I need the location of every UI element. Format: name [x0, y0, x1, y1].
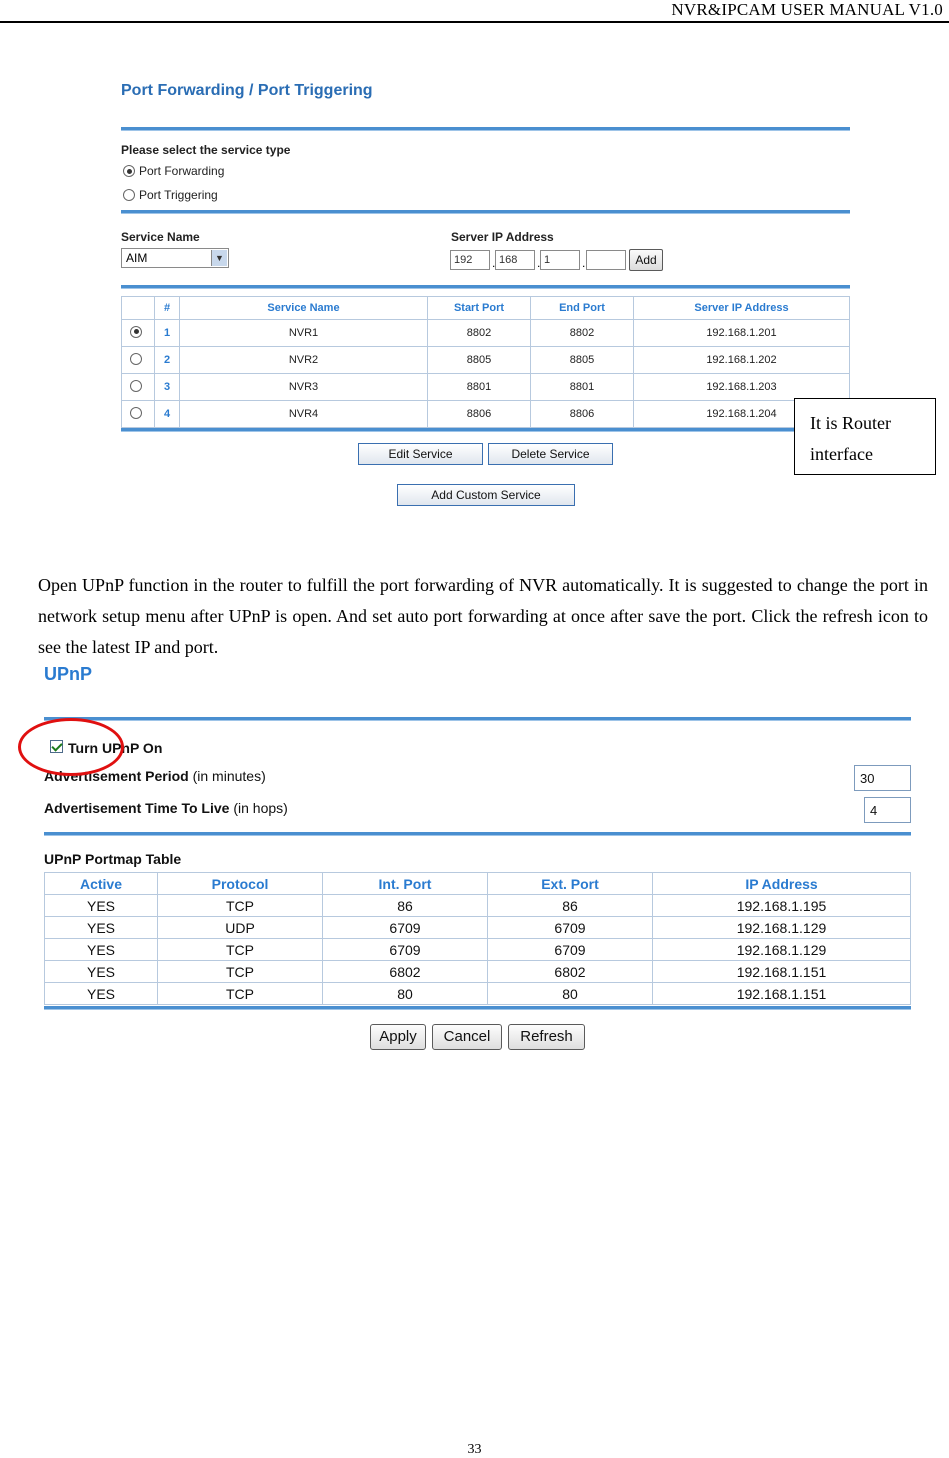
ip-dot: .	[492, 256, 496, 270]
column-header: #	[155, 297, 180, 320]
delete-service-button[interactable]: Delete Service	[488, 443, 613, 465]
table-row[interactable]	[122, 347, 850, 374]
start-port-cell: 8805	[428, 347, 531, 374]
table-row[interactable]	[122, 374, 850, 401]
row-radio-cell[interactable]	[122, 320, 155, 347]
ext-port-cell: 80	[488, 983, 653, 1005]
start-port-cell: 8802	[428, 320, 531, 347]
radio-selected-icon[interactable]	[130, 326, 142, 338]
service-name-cell: NVR3	[180, 374, 428, 401]
turn-upnp-on-text: Turn UPnP On	[68, 740, 163, 756]
radio-port-forwarding-label: Port Forwarding	[139, 164, 225, 178]
ext-port-cell: 6709	[488, 917, 653, 939]
column-header: Server IP Address	[634, 297, 850, 320]
radio-port-forwarding[interactable]	[123, 164, 224, 178]
column-header: Ext. Port	[488, 873, 653, 895]
server-ip-cell: 192.168.1.204	[634, 401, 850, 428]
chevron-down-icon[interactable]: ▼	[211, 250, 227, 266]
callout-line-1: It is Router	[810, 413, 891, 433]
ip-address-cell: 192.168.1.151	[653, 961, 911, 983]
column-header: Start Port	[428, 297, 531, 320]
server-ip-cell: 192.168.1.202	[634, 347, 850, 374]
upnp-title: UPnP	[44, 664, 93, 684]
service-name-select[interactable]	[121, 248, 229, 268]
table-row[interactable]	[122, 320, 850, 347]
port-forwarding-screenshot	[118, 78, 853, 506]
table-row[interactable]	[122, 401, 850, 428]
start-port-cell: 8801	[428, 374, 531, 401]
edit-service-button[interactable]: Edit Service	[358, 443, 483, 465]
protocol-cell: TCP	[158, 961, 323, 983]
ip-octet-2-input[interactable]: 168	[495, 250, 535, 270]
protocol-cell: UDP	[158, 917, 323, 939]
adv-ttl-input[interactable]: 4	[864, 797, 911, 823]
port-forwarding-table	[121, 296, 850, 428]
service-type-label: Please select the service type	[121, 143, 291, 157]
ext-port-cell: 6709	[488, 939, 653, 961]
ip-octet-1-input[interactable]: 192	[450, 250, 490, 270]
table-row	[45, 895, 911, 917]
int-port-cell: 6709	[323, 917, 488, 939]
column-header: Service Name	[180, 297, 428, 320]
protocol-cell: TCP	[158, 895, 323, 917]
table-row	[45, 917, 911, 939]
upnp-portmap-table	[44, 872, 911, 1005]
int-port-cell: 80	[323, 983, 488, 1005]
row-radio-cell[interactable]	[122, 401, 155, 428]
cancel-button[interactable]: Cancel	[432, 1024, 502, 1050]
divider	[44, 1006, 911, 1010]
column-header	[122, 297, 155, 320]
row-radio-cell[interactable]	[122, 347, 155, 374]
adv-ttl-text: Advertisement Time To Live	[44, 800, 230, 816]
active-cell: YES	[45, 939, 158, 961]
table-row	[45, 983, 911, 1005]
row-number: 3	[155, 374, 180, 401]
server-ip-label: Server IP Address	[451, 230, 554, 244]
column-header: End Port	[531, 297, 634, 320]
portmap-title	[44, 851, 181, 867]
column-header: Int. Port	[323, 873, 488, 895]
end-port-cell: 8802	[531, 320, 634, 347]
ip-octet-3-input[interactable]: 1	[540, 250, 580, 270]
page-number: 33	[467, 1442, 482, 1457]
adv-ttl-unit: (in hops)	[233, 800, 288, 816]
adv-ttl-label	[44, 800, 288, 816]
ext-port-cell: 86	[488, 895, 653, 917]
table-header-row	[45, 873, 911, 895]
ip-octet-4-input[interactable]	[586, 250, 626, 270]
ip-dot: .	[582, 256, 586, 270]
service-name-cell: NVR2	[180, 347, 428, 374]
column-header: Protocol	[158, 873, 323, 895]
row-number: 1	[155, 320, 180, 347]
ip-address-cell: 192.168.1.129	[653, 917, 911, 939]
radio-unselected-icon[interactable]	[130, 407, 142, 419]
add-button[interactable]: Add	[629, 249, 663, 271]
active-cell: YES	[45, 983, 158, 1005]
add-custom-service-button[interactable]: Add Custom Service	[397, 484, 575, 506]
table-row	[45, 961, 911, 983]
radio-port-triggering[interactable]	[123, 188, 218, 202]
ip-address-cell: 192.168.1.129	[653, 939, 911, 961]
divider	[44, 832, 911, 836]
end-port-cell: 8801	[531, 374, 634, 401]
portmap-title-text: UPnP Portmap Table	[44, 851, 182, 867]
manual-header-title: NVR&IPCAM USER MANUAL V1.0	[671, 0, 943, 19]
divider	[121, 285, 850, 289]
protocol-cell: TCP	[158, 983, 323, 1005]
ip-address-cell: 192.168.1.195	[653, 895, 911, 917]
router-interface-callout	[794, 398, 936, 475]
radio-unselected-icon[interactable]	[130, 353, 142, 365]
divider	[121, 210, 850, 214]
int-port-cell: 86	[323, 895, 488, 917]
active-cell: YES	[45, 961, 158, 983]
ip-dot: .	[537, 256, 541, 270]
ext-port-cell: 6802	[488, 961, 653, 983]
active-cell: YES	[45, 895, 158, 917]
table-row	[45, 939, 911, 961]
radio-unselected-icon[interactable]	[123, 189, 135, 201]
service-name-value: AIM	[126, 251, 148, 265]
int-port-cell: 6802	[323, 961, 488, 983]
refresh-button[interactable]: Refresh	[508, 1024, 585, 1050]
divider	[121, 127, 850, 131]
instruction-paragraph: Open UPnP function in the router to fulfill the port forwarding of NVR automatically. It is suggested to change the port in network setup menu after UPnP is open. And set auto port forwarding at once after save the port. Click the refresh icon to see the latest IP and port.	[38, 575, 928, 657]
start-port-cell: 8806	[428, 401, 531, 428]
highlight-ellipse	[18, 718, 124, 776]
server-ip-cell: 192.168.1.201	[634, 320, 850, 347]
adv-period-text: Advertisement Period	[44, 768, 189, 784]
table-header-row	[122, 297, 850, 320]
radio-port-triggering-label: Port Triggering	[139, 188, 218, 202]
service-name-cell: NVR1	[180, 320, 428, 347]
row-number: 2	[155, 347, 180, 374]
row-number: 4	[155, 401, 180, 428]
ip-address-cell: 192.168.1.151	[653, 983, 911, 1005]
port-forwarding-title: Port Forwarding / Port Triggering	[121, 82, 373, 99]
end-port-cell: 8806	[531, 401, 634, 428]
row-radio-cell[interactable]	[122, 374, 155, 401]
apply-button[interactable]: Apply	[370, 1024, 426, 1050]
end-port-cell: 8805	[531, 347, 634, 374]
header-rule	[0, 21, 949, 23]
int-port-cell: 6709	[323, 939, 488, 961]
service-name-cell: NVR4	[180, 401, 428, 428]
service-name-label: Service Name	[121, 230, 200, 244]
upnp-screenshot	[40, 660, 915, 1060]
adv-period-input[interactable]: 30	[854, 765, 911, 791]
adv-period-unit: (in minutes)	[192, 768, 266, 784]
radio-selected-icon[interactable]	[123, 165, 135, 177]
column-header: Active	[45, 873, 158, 895]
active-cell: YES	[45, 917, 158, 939]
column-header: IP Address	[653, 873, 911, 895]
radio-unselected-icon[interactable]	[130, 380, 142, 392]
callout-line-2: interface	[810, 444, 873, 464]
protocol-cell: TCP	[158, 939, 323, 961]
divider	[44, 717, 911, 721]
divider	[121, 428, 850, 432]
server-ip-cell: 192.168.1.203	[634, 374, 850, 401]
